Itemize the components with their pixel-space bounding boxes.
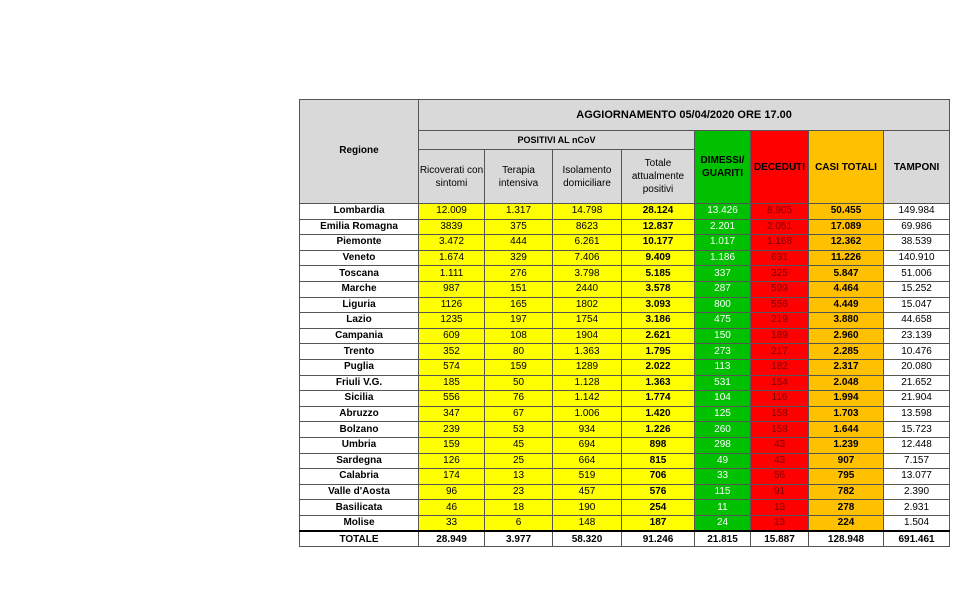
tamponi-cell: 51.006 — [884, 266, 950, 282]
total-dimessi-cell: 21.815 — [695, 531, 751, 547]
region-cell: Toscana — [300, 266, 419, 282]
region-cell: Friuli V.G. — [300, 375, 419, 391]
dimessi-cell: 298 — [695, 437, 751, 453]
region-cell: Calabria — [300, 469, 419, 485]
dimessi-cell: 337 — [695, 266, 751, 282]
deceduti-cell: 43 — [751, 437, 809, 453]
table-row — [300, 469, 950, 485]
tamponi-cell: 21.652 — [884, 375, 950, 391]
totale-positivi-cell: 12.837 — [622, 219, 695, 235]
tamponi-cell: 23.139 — [884, 328, 950, 344]
terapia-cell: 23 — [485, 484, 553, 500]
dimessi-cell: 115 — [695, 484, 751, 500]
deceduti-cell: 154 — [751, 375, 809, 391]
casi-totali-cell: 2.317 — [809, 359, 884, 375]
ricoverati-cell: 96 — [419, 484, 485, 500]
region-cell: Liguria — [300, 297, 419, 313]
totale-positivi-cell: 3.186 — [622, 313, 695, 329]
terapia-cell: 45 — [485, 437, 553, 453]
total-deceduti-cell: 15.887 — [751, 531, 809, 547]
ricoverati-cell: 987 — [419, 281, 485, 297]
tamponi-cell: 2.390 — [884, 484, 950, 500]
table-row — [300, 500, 950, 516]
table-row — [300, 297, 950, 313]
isolamento-cell: 664 — [553, 453, 622, 469]
ricoverati-cell: 1.674 — [419, 250, 485, 266]
deceduti-cell: 13 — [751, 515, 809, 531]
table-row — [300, 328, 950, 344]
isolamento-cell: 1.142 — [553, 391, 622, 407]
dimessi-cell: 49 — [695, 453, 751, 469]
totale-positivi-cell: 706 — [622, 469, 695, 485]
total-row — [300, 531, 950, 547]
dimessi-cell: 24 — [695, 515, 751, 531]
table-row — [300, 313, 950, 329]
casi-totali-cell: 782 — [809, 484, 884, 500]
total-isolamento-cell: 58.320 — [553, 531, 622, 547]
casi-totali-cell: 4.449 — [809, 297, 884, 313]
table-body — [300, 204, 950, 532]
deceduti-cell: 56 — [751, 469, 809, 485]
terapia-cell: 197 — [485, 313, 553, 329]
ricoverati-cell: 185 — [419, 375, 485, 391]
deceduti-cell: 189 — [751, 328, 809, 344]
isolamento-cell: 7.406 — [553, 250, 622, 266]
dimessi-cell: 125 — [695, 406, 751, 422]
tamponi-cell: 12.448 — [884, 437, 950, 453]
totale-positivi-cell: 3.578 — [622, 281, 695, 297]
casi-totali-cell: 2.960 — [809, 328, 884, 344]
dimessi-cell: 1.017 — [695, 235, 751, 251]
table-row — [300, 204, 950, 220]
isolamento-cell: 1.006 — [553, 406, 622, 422]
casi-totali-cell: 1.994 — [809, 391, 884, 407]
deceduti-cell: 1.168 — [751, 235, 809, 251]
region-cell: Marche — [300, 281, 419, 297]
dimessi-cell: 13.426 — [695, 204, 751, 220]
region-cell: Lazio — [300, 313, 419, 329]
totale-positivi-cell: 254 — [622, 500, 695, 516]
tamponi-cell: 15.252 — [884, 281, 950, 297]
ricoverati-cell: 174 — [419, 469, 485, 485]
region-cell: Campania — [300, 328, 419, 344]
totale-positivi-cell: 187 — [622, 515, 695, 531]
totale-positivi-cell: 1.795 — [622, 344, 695, 360]
totale-positivi-cell: 1.363 — [622, 375, 695, 391]
region-cell: Lombardia — [300, 204, 419, 220]
isolamento-cell: 1289 — [553, 359, 622, 375]
tamponi-cell: 15.047 — [884, 297, 950, 313]
total-terapia-cell: 3.977 — [485, 531, 553, 547]
table-row — [300, 235, 950, 251]
casi-totali-cell: 1.703 — [809, 406, 884, 422]
deceduti-cell: 182 — [751, 359, 809, 375]
terapia-cell: 108 — [485, 328, 553, 344]
region-cell: Bolzano — [300, 422, 419, 438]
isolamento-cell: 519 — [553, 469, 622, 485]
tamponi-cell: 149.984 — [884, 204, 950, 220]
header-regione: Regione — [300, 100, 419, 204]
tamponi-cell: 69.986 — [884, 219, 950, 235]
header-isolamento: Isolamento domiciliare — [553, 150, 622, 204]
table-row — [300, 250, 950, 266]
casi-totali-cell: 278 — [809, 500, 884, 516]
casi-totali-cell: 50.455 — [809, 204, 884, 220]
deceduti-cell: 219 — [751, 313, 809, 329]
totale-positivi-cell: 1.420 — [622, 406, 695, 422]
region-cell: Sicilia — [300, 391, 419, 407]
region-cell: Piemonte — [300, 235, 419, 251]
ricoverati-cell: 126 — [419, 453, 485, 469]
table-row — [300, 422, 950, 438]
ricoverati-cell: 1.111 — [419, 266, 485, 282]
isolamento-cell: 1.128 — [553, 375, 622, 391]
dimessi-cell: 287 — [695, 281, 751, 297]
terapia-cell: 53 — [485, 422, 553, 438]
terapia-cell: 80 — [485, 344, 553, 360]
deceduti-cell: 13 — [751, 500, 809, 516]
table-row — [300, 453, 950, 469]
ricoverati-cell: 3.472 — [419, 235, 485, 251]
header-totale-positivi: Totale attualmente positivi — [622, 150, 695, 204]
covid-regional-table — [299, 99, 950, 547]
totale-positivi-cell: 2.022 — [622, 359, 695, 375]
region-cell: Basilicata — [300, 500, 419, 516]
dimessi-cell: 104 — [695, 391, 751, 407]
totale-positivi-cell: 9.409 — [622, 250, 695, 266]
casi-totali-cell: 12.362 — [809, 235, 884, 251]
casi-totali-cell: 2.285 — [809, 344, 884, 360]
tamponi-cell: 21.904 — [884, 391, 950, 407]
dimessi-cell: 800 — [695, 297, 751, 313]
terapia-cell: 25 — [485, 453, 553, 469]
terapia-cell: 6 — [485, 515, 553, 531]
casi-totali-cell: 17.089 — [809, 219, 884, 235]
deceduti-cell: 599 — [751, 281, 809, 297]
table-row — [300, 344, 950, 360]
deceduti-cell: 325 — [751, 266, 809, 282]
terapia-cell: 76 — [485, 391, 553, 407]
header-terapia: Terapia intensiva — [485, 150, 553, 204]
total-casi-totali-cell: 128.948 — [809, 531, 884, 547]
dimessi-cell: 11 — [695, 500, 751, 516]
header-dimessi: DIMESSI/ GUARITI — [695, 131, 751, 204]
terapia-cell: 375 — [485, 219, 553, 235]
isolamento-cell: 934 — [553, 422, 622, 438]
deceduti-cell: 158 — [751, 406, 809, 422]
ricoverati-cell: 1126 — [419, 297, 485, 313]
deceduti-cell: 556 — [751, 297, 809, 313]
casi-totali-cell: 795 — [809, 469, 884, 485]
table-row — [300, 484, 950, 500]
table-row — [300, 219, 950, 235]
totale-positivi-cell: 2.621 — [622, 328, 695, 344]
ricoverati-cell: 239 — [419, 422, 485, 438]
isolamento-cell: 8623 — [553, 219, 622, 235]
table-row — [300, 391, 950, 407]
deceduti-cell: 43 — [751, 453, 809, 469]
deceduti-cell: 158 — [751, 422, 809, 438]
region-cell: Abruzzo — [300, 406, 419, 422]
casi-totali-cell: 2.048 — [809, 375, 884, 391]
totale-positivi-cell: 28.124 — [622, 204, 695, 220]
tamponi-cell: 2.931 — [884, 500, 950, 516]
isolamento-cell: 6.261 — [553, 235, 622, 251]
ricoverati-cell: 347 — [419, 406, 485, 422]
totale-positivi-cell: 3.093 — [622, 297, 695, 313]
terapia-cell: 18 — [485, 500, 553, 516]
tamponi-cell: 15.723 — [884, 422, 950, 438]
tamponi-cell: 38.539 — [884, 235, 950, 251]
casi-totali-cell: 11.226 — [809, 250, 884, 266]
header-positivi: POSITIVI AL nCoV — [419, 131, 695, 150]
terapia-cell: 444 — [485, 235, 553, 251]
deceduti-cell: 91 — [751, 484, 809, 500]
terapia-cell: 13 — [485, 469, 553, 485]
ricoverati-cell: 609 — [419, 328, 485, 344]
tamponi-cell: 7.157 — [884, 453, 950, 469]
region-cell: Umbria — [300, 437, 419, 453]
total-region-cell: TOTALE — [300, 531, 419, 547]
isolamento-cell: 148 — [553, 515, 622, 531]
ricoverati-cell: 574 — [419, 359, 485, 375]
tamponi-cell: 13.077 — [884, 469, 950, 485]
tamponi-cell: 10.476 — [884, 344, 950, 360]
totale-positivi-cell: 1.226 — [622, 422, 695, 438]
total-ricoverati-cell: 28.949 — [419, 531, 485, 547]
terapia-cell: 329 — [485, 250, 553, 266]
deceduti-cell: 116 — [751, 391, 809, 407]
region-cell: Puglia — [300, 359, 419, 375]
casi-totali-cell: 1.644 — [809, 422, 884, 438]
terapia-cell: 151 — [485, 281, 553, 297]
region-cell: Valle d'Aosta — [300, 484, 419, 500]
isolamento-cell: 1904 — [553, 328, 622, 344]
table-row — [300, 281, 950, 297]
terapia-cell: 276 — [485, 266, 553, 282]
casi-totali-cell: 3.880 — [809, 313, 884, 329]
dimessi-cell: 33 — [695, 469, 751, 485]
dimessi-cell: 2.201 — [695, 219, 751, 235]
ricoverati-cell: 46 — [419, 500, 485, 516]
terapia-cell: 1.317 — [485, 204, 553, 220]
totale-positivi-cell: 1.774 — [622, 391, 695, 407]
table-row — [300, 266, 950, 282]
table-row — [300, 359, 950, 375]
tamponi-cell: 44.658 — [884, 313, 950, 329]
dimessi-cell: 150 — [695, 328, 751, 344]
header-casi-totali: CASI TOTALI — [809, 131, 884, 204]
ricoverati-cell: 352 — [419, 344, 485, 360]
isolamento-cell: 1754 — [553, 313, 622, 329]
casi-totali-cell: 5.847 — [809, 266, 884, 282]
region-cell: Molise — [300, 515, 419, 531]
casi-totali-cell: 4.464 — [809, 281, 884, 297]
table-row — [300, 515, 950, 531]
deceduti-cell: 2.051 — [751, 219, 809, 235]
isolamento-cell: 2440 — [553, 281, 622, 297]
header-ricoverati: Ricoverati con sintomi — [419, 150, 485, 204]
header-deceduti: DECEDUTI — [751, 131, 809, 204]
ricoverati-cell: 3839 — [419, 219, 485, 235]
ricoverati-cell: 33 — [419, 515, 485, 531]
region-cell: Trento — [300, 344, 419, 360]
ricoverati-cell: 12.009 — [419, 204, 485, 220]
terapia-cell: 165 — [485, 297, 553, 313]
totale-positivi-cell: 898 — [622, 437, 695, 453]
table-row — [300, 375, 950, 391]
total-totale-positivi-cell: 91.246 — [622, 531, 695, 547]
dimessi-cell: 273 — [695, 344, 751, 360]
terapia-cell: 50 — [485, 375, 553, 391]
casi-totali-cell: 907 — [809, 453, 884, 469]
terapia-cell: 67 — [485, 406, 553, 422]
dimessi-cell: 113 — [695, 359, 751, 375]
total-tamponi-cell: 691.461 — [884, 531, 950, 547]
terapia-cell: 159 — [485, 359, 553, 375]
dimessi-cell: 475 — [695, 313, 751, 329]
ricoverati-cell: 1235 — [419, 313, 485, 329]
isolamento-cell: 457 — [553, 484, 622, 500]
tamponi-cell: 13.598 — [884, 406, 950, 422]
deceduti-cell: 631 — [751, 250, 809, 266]
table-row — [300, 406, 950, 422]
region-cell: Emilia Romagna — [300, 219, 419, 235]
ricoverati-cell: 556 — [419, 391, 485, 407]
isolamento-cell: 694 — [553, 437, 622, 453]
table-title: AGGIORNAMENTO 05/04/2020 ORE 17.00 — [419, 100, 950, 131]
region-cell: Sardegna — [300, 453, 419, 469]
isolamento-cell: 1.363 — [553, 344, 622, 360]
isolamento-cell: 14.798 — [553, 204, 622, 220]
region-cell: Veneto — [300, 250, 419, 266]
header-tamponi: TAMPONI — [884, 131, 950, 204]
totale-positivi-cell: 5.185 — [622, 266, 695, 282]
deceduti-cell: 8.905 — [751, 204, 809, 220]
tamponi-cell: 140.910 — [884, 250, 950, 266]
isolamento-cell: 1802 — [553, 297, 622, 313]
dimessi-cell: 1.186 — [695, 250, 751, 266]
deceduti-cell: 217 — [751, 344, 809, 360]
tamponi-cell: 20.080 — [884, 359, 950, 375]
casi-totali-cell: 224 — [809, 515, 884, 531]
dimessi-cell: 531 — [695, 375, 751, 391]
totale-positivi-cell: 10.177 — [622, 235, 695, 251]
casi-totali-cell: 1.239 — [809, 437, 884, 453]
totale-positivi-cell: 815 — [622, 453, 695, 469]
isolamento-cell: 3.798 — [553, 266, 622, 282]
ricoverati-cell: 159 — [419, 437, 485, 453]
totale-positivi-cell: 576 — [622, 484, 695, 500]
isolamento-cell: 190 — [553, 500, 622, 516]
tamponi-cell: 1.504 — [884, 515, 950, 531]
table-row — [300, 437, 950, 453]
dimessi-cell: 260 — [695, 422, 751, 438]
